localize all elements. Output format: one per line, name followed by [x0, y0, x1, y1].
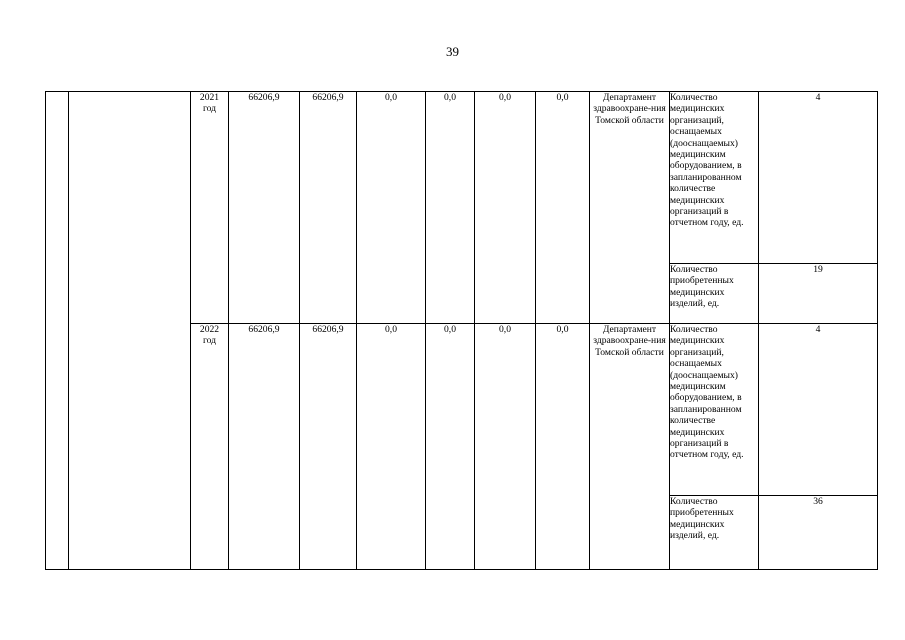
- department-cell: Департамент здравоохране-ния Томской области: [590, 324, 670, 570]
- federal-amount-cell: 66206,9: [300, 324, 357, 570]
- local-amount-cell: 0,0: [426, 92, 475, 324]
- indicator-name-cell: Количество медицинских организаций, оснащаемых (дооснащаемых) медицинским оборудованием, в запланированном количестве медицинских организаций в отчетном году, ед.: [670, 92, 759, 264]
- total-amount-cell: 66206,9: [229, 92, 300, 324]
- year-unit: год: [202, 335, 217, 347]
- table-row: [46, 92, 878, 264]
- federal-amount-cell: 66206,9: [300, 92, 357, 324]
- offbudget-amount-cell: 0,0: [536, 324, 590, 570]
- indicator-name-cell: Количество приобретенных медицинских изделий, ед.: [670, 264, 759, 324]
- regional-amount-cell: 0,0: [357, 324, 426, 570]
- indicator-name-cell: Количество приобретенных медицинских изделий, ед.: [670, 496, 759, 570]
- year-cell: [191, 92, 229, 324]
- year-value: 2021: [199, 92, 220, 103]
- regional-amount-cell: 0,0: [357, 92, 426, 324]
- indicator-value-cell: 4: [759, 324, 878, 496]
- year-cell: [191, 324, 229, 570]
- program-table: [45, 91, 878, 570]
- local-amount-cell: 0,0: [426, 324, 475, 570]
- year-value: 2022: [199, 324, 220, 335]
- total-amount-cell: 66206,9: [229, 324, 300, 570]
- department-cell: Департамент здравоохране-ния Томской области: [590, 92, 670, 324]
- empty-cell-name: [69, 92, 191, 570]
- indicator-name-cell: Количество медицинских организаций, оснащаемых (дооснащаемых) медицинским оборудованием, в запланированном количестве медицинских организаций в отчетном году, ед.: [670, 324, 759, 496]
- empty-cell-number: [46, 92, 69, 570]
- tfoms-amount-cell: 0,0: [475, 324, 536, 570]
- offbudget-amount-cell: 0,0: [536, 92, 590, 324]
- page-number: 39: [446, 44, 459, 59]
- indicator-value-cell: 4: [759, 92, 878, 264]
- indicator-value-cell: 36: [759, 496, 878, 570]
- tfoms-amount-cell: 0,0: [475, 92, 536, 324]
- indicator-value-cell: 19: [759, 264, 878, 324]
- year-unit: год: [202, 103, 217, 115]
